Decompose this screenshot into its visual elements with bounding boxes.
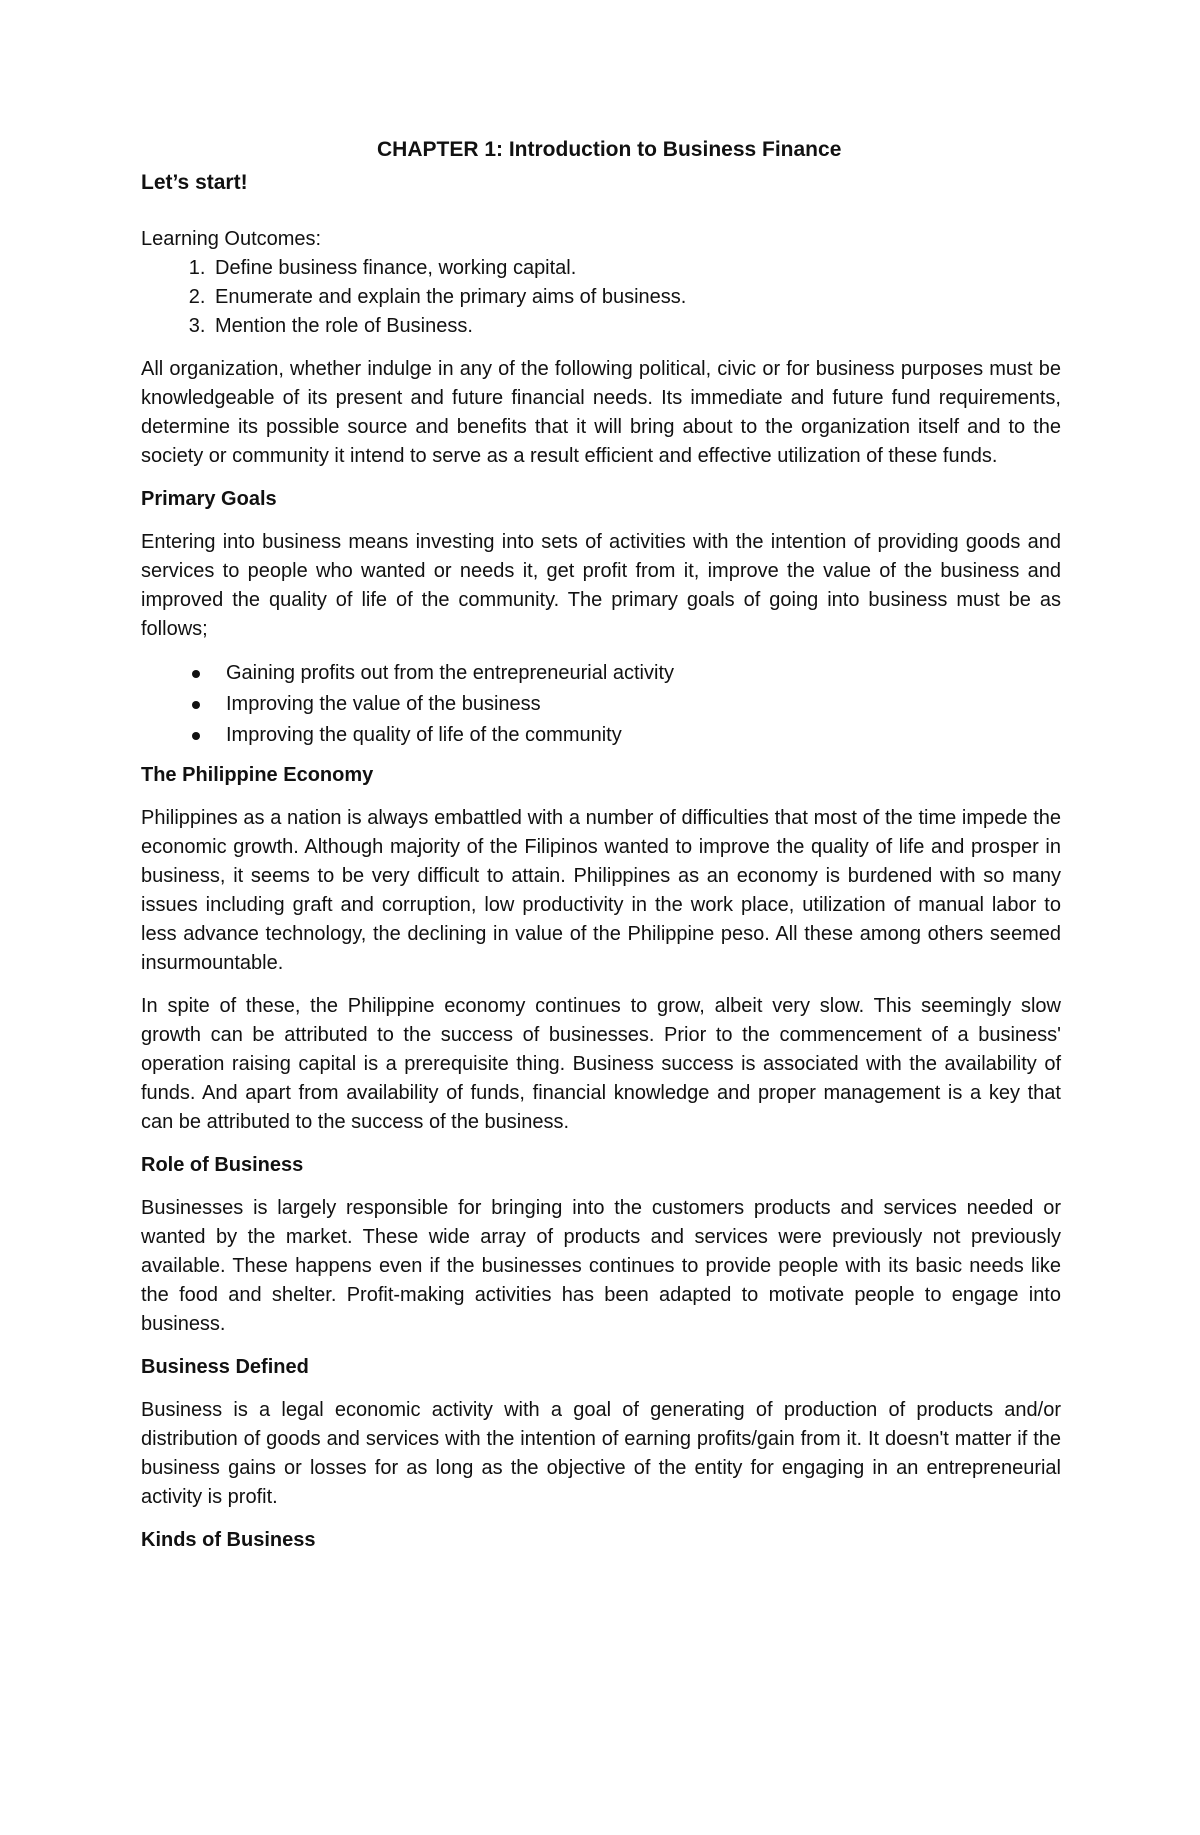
list-item-text: Gaining profits out from the entrepreneurial activity xyxy=(226,662,674,684)
list-item xyxy=(226,658,1061,689)
section-heading-business-defined: Business Defined xyxy=(141,1356,309,1378)
learning-outcome-item: 1. Define business finance, working capital. xyxy=(211,254,1061,283)
primary-goals-paragraph: Entering into business means investing into sets of activities with the intention of providing goods and services to people who wanted or needs it, get profit from it, improve the value of the business and improved the quality of life of the community. The primary goals of going into business must be as follows; xyxy=(141,531,1061,640)
learning-outcome-item: 3. Mention the role of Business. xyxy=(211,312,1061,341)
list-item-text: Improving the quality of life of the community xyxy=(226,724,622,746)
learning-outcomes xyxy=(141,225,1061,341)
list-item-text: Improving the value of the business xyxy=(226,693,541,715)
bullet-icon xyxy=(192,670,200,678)
learning-outcomes-list xyxy=(141,254,1061,341)
document-page xyxy=(141,0,1061,1835)
section-heading-role-of-business: Role of Business xyxy=(141,1154,304,1176)
role-of-business-paragraph: Businesses is largely responsible for bringing into the customers products and services needed or wanted by the market. These wide array of products and services were previously not previously available. These happens even if the businesses continues to provide people with its basic needs like the food and shelter. Profit-making activities has been adapted to motivate people to engage into business. xyxy=(141,1197,1061,1335)
section-heading-kinds-of-business: Kinds of Business xyxy=(141,1529,316,1551)
section-heading-primary-goals: Primary Goals xyxy=(141,488,277,510)
learning-outcome-item: 2. Enumerate and explain the primary aims of business. xyxy=(211,283,1061,312)
intro-paragraph: All organization, whether indulge in any of the following political, civic or for business purposes must be knowledgeable of its present and future financial needs. Its immediate and future fund requirements, determine its possible source and benefits that it will bring about to the organization itself and to the society or community it intend to serve as a result efficient and effective utilization of these funds. xyxy=(141,358,1061,467)
business-defined-paragraph: Business is a legal economic activity with a goal of generating of production of products and/or distribution of goods and services with the intention of earning profits/gain from it. It doesn't matter if the business gains or losses for as long as the objective of the entity for engaging in an entrepreneurial activity is profit. xyxy=(141,1399,1061,1508)
learning-outcomes-heading: Learning Outcomes: xyxy=(141,228,322,250)
philippine-economy-paragraph-2: In spite of these, the Philippine economy continues to grow, albeit very slow. This seemingly slow growth can be attributed to the success of businesses. Prior to the commencement of a business' operation raising capital is a prerequisite thing. Business success is associated with the availability of funds. And apart from availability of funds, financial knowledge and proper management is a key that can be attributed to the success of the business. xyxy=(141,995,1061,1133)
list-item xyxy=(226,720,1061,751)
philippine-economy-paragraph-1: Philippines as a nation is always embattled with a number of difficulties that most of the time impede the economic growth. Although majority of the Filipinos wanted to improve the quality of life and prosper in business, it seems to be very difficult to attain. Philippines as an economy is burdened with so many issues including graft and corruption, low productivity in the work place, utilization of manual labor to less advance technology, the declining in value of the Philippine peso. All these among others seemed insurmountable. xyxy=(141,807,1061,974)
bullet-icon xyxy=(192,732,200,740)
lets-start-label: Let’s start! xyxy=(141,171,248,194)
primary-goals-list xyxy=(141,658,1061,751)
bullet-icon xyxy=(192,701,200,709)
chapter-title: CHAPTER 1: Introduction to Business Finance xyxy=(377,138,842,161)
list-item xyxy=(226,689,1061,720)
document-body xyxy=(141,355,1061,1569)
section-heading-philippine-economy: The Philippine Economy xyxy=(141,764,374,786)
